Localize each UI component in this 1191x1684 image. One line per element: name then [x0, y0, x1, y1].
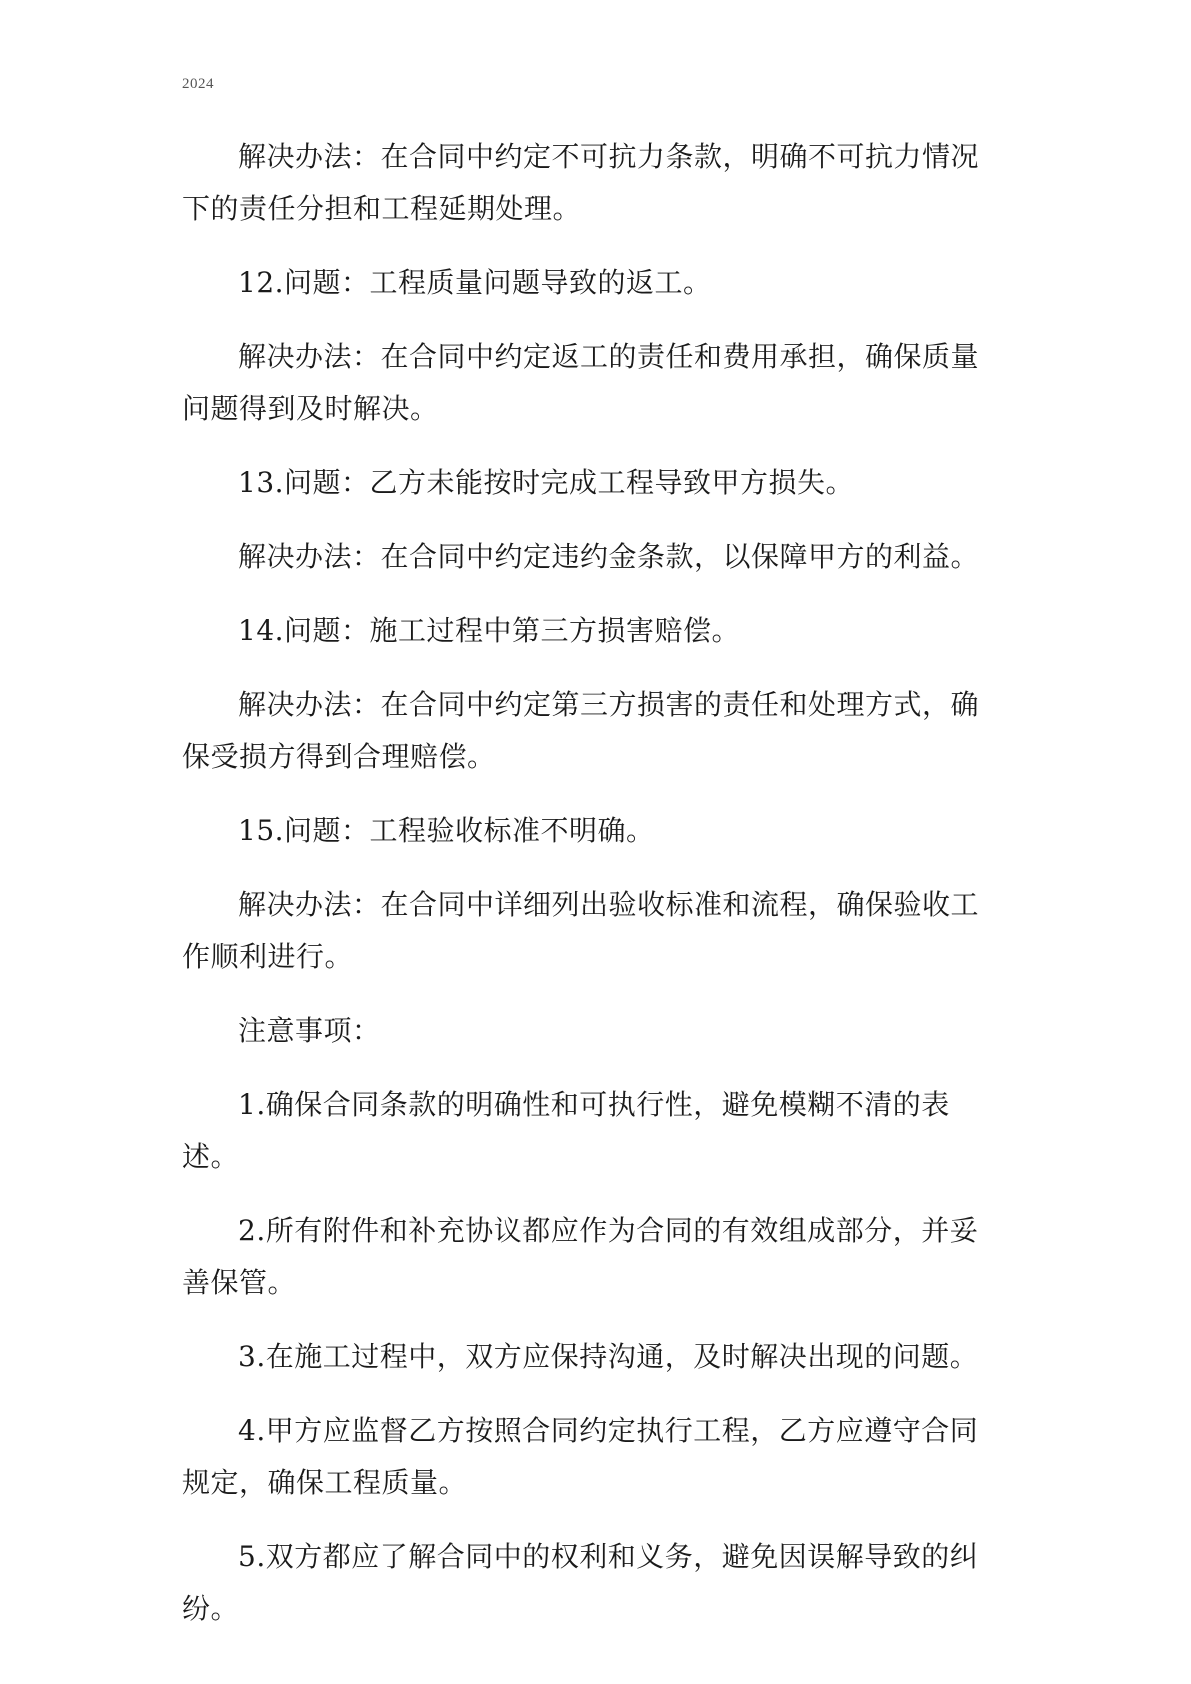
- paragraph-issue-13: 13.问题：乙方未能按时完成工程导致甲方损失。: [238, 466, 855, 499]
- paragraph-issue-12-solution: 解决办法：在合同中约定返工的责任和费用承担，确保质量问题得到及时解决。: [182, 340, 980, 425]
- paragraph-force-majeure-solution: 解决办法：在合同中约定不可抗力条款，明确不可抗力情况下的责任分担和工程延期处理。: [182, 140, 980, 225]
- notes-heading: 注意事项：: [238, 1014, 381, 1047]
- note-item-1: 1.确保合同条款的明确性和可执行性，避免模糊不清的表述。: [182, 1088, 950, 1173]
- note-item-3: 3.在施工过程中，双方应保持沟通，及时解决出现的问题。: [238, 1340, 979, 1373]
- paragraph-issue-15-solution: 解决办法：在合同中详细列出验收标准和流程，确保验收工作顺利进行。: [182, 888, 980, 973]
- header-year: 2024: [182, 76, 214, 92]
- note-item-5: 5.双方都应了解合同中的权利和义务，避免因误解导致的纠纷。: [182, 1540, 979, 1625]
- note-item-4: 4.甲方应监督乙方按照合同约定执行工程，乙方应遵守合同规定，确保工程质量。: [182, 1414, 979, 1499]
- note-item-2: 2.所有附件和补充协议都应作为合同的有效组成部分，并妥善保管。: [182, 1214, 979, 1299]
- document-body: [182, 131, 1002, 1657]
- paragraph-issue-12: 12.问题：工程质量问题导致的返工。: [238, 266, 712, 299]
- paragraph-issue-13-solution: 解决办法：在合同中约定违约金条款，以保障甲方的利益。: [238, 540, 980, 573]
- paragraph-issue-14: 14.问题：施工过程中第三方损害赔偿。: [238, 614, 741, 647]
- paragraph-issue-15: 15.问题：工程验收标准不明确。: [238, 814, 655, 847]
- paragraph-issue-14-solution: 解决办法：在合同中约定第三方损害的责任和处理方式，确保受损方得到合理赔偿。: [182, 688, 980, 773]
